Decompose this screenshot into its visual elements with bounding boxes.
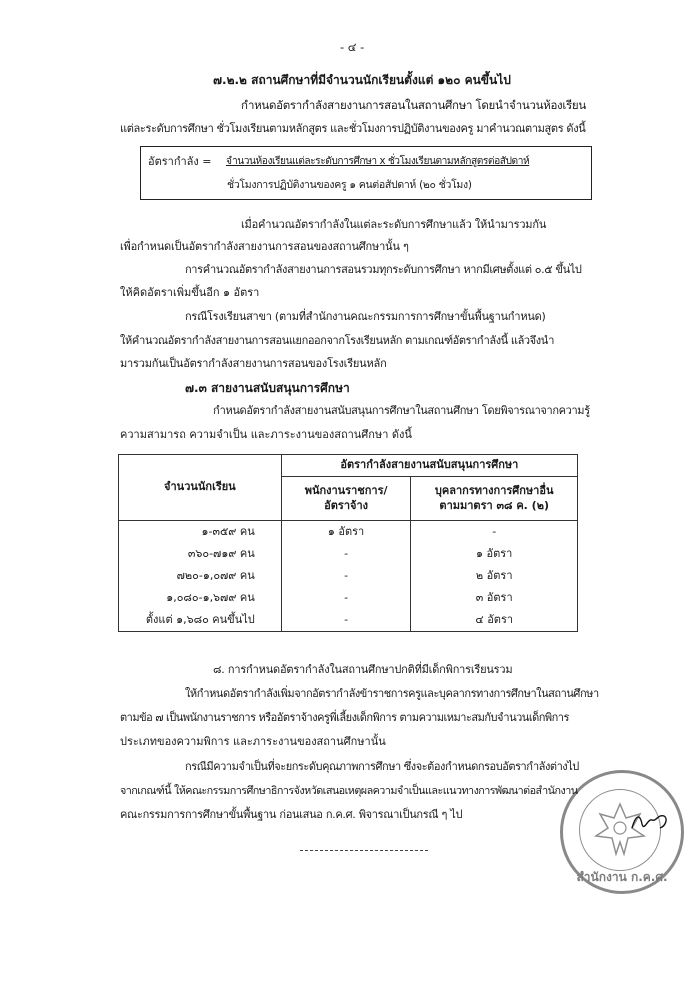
section-8-para-line2: ตามข้อ ๗ เป็นพนักงานราชการ หรืออัตราจ้างครูพี่เลี้ยงเด็กพิการ ตามความเหมาะสมกับจำนวนเด็กพิการ (120, 711, 569, 724)
section-722-para-line1: กำหนดอัตรากำลังสายงานการสอนในสถานศึกษา โดยนำจำนวนห้องเรียน (241, 98, 586, 112)
paragraph-2-line2: ให้คิดอัตราเพิ่มขึ้นอีก ๑ อัตรา (120, 286, 260, 299)
cell-other: ๔ อัตรา (411, 609, 578, 632)
paragraph-3-line3: มารวมกันเป็นอัตรากำลังสายงานการสอนของโรงเรียนหลัก (120, 357, 387, 370)
section-8-heading: ๘. การกำหนดอัตรากำลังในสถานศึกษาปกติที่มีเด็กพิการเรียนรวม (213, 663, 513, 676)
cell-other: ๒ อัตรา (411, 565, 578, 587)
closing-line1: กรณีมีความจำเป็นที่จะยกระดับคุณภาพการศึกษา ซึ่งจะต้องกำหนดกรอบอัตรากำลังต่างไป (185, 760, 579, 773)
cell-students: ๓๖๐-๗๑๙ คน (119, 543, 282, 565)
cell-staff: - (281, 609, 411, 632)
cell-students: ๑-๓๕๙ คน (119, 521, 282, 544)
formula-prefix: อัตรากำลัง = (148, 155, 212, 168)
page-number: - ๔ - (340, 40, 365, 54)
group-header-support-staff: อัตรากำลังสายงานสนับสนุนการศึกษา (281, 455, 577, 477)
cell-other: - (411, 521, 578, 544)
cell-other: ๑ อัตรา (411, 543, 578, 565)
section-8-para-line1: ให้กำหนดอัตรากำลังเพิ่มจากอัตรากำลังข้าราชการครูและบุคลากรทางการศึกษาในสถานศึกษา (185, 687, 599, 700)
table-row (119, 587, 578, 609)
table-row (119, 543, 578, 565)
table-row (119, 609, 578, 632)
handwritten-signature (630, 810, 670, 834)
formula-numerator: จำนวนห้องเรียนแต่ละระดับการศึกษา x ชั่วโมงเรียนตามหลักสูตรต่อสัปดาห์ (226, 156, 530, 167)
closing-line2: จากเกณฑ์นี้ ให้คณะกรรมการศึกษาธิการจังหวัดเสนอเหตุผลความจำเป็นและแนวทางการพัฒนาต่อสำนักงาน (120, 784, 578, 797)
section-722-heading: ๗.๒.๒ สถานศึกษาที่มีจำนวนนักเรียนตั้งแต่ ๑๒๐ คนขึ้นไป (213, 73, 511, 87)
cell-staff: ๑ อัตรา (281, 521, 411, 544)
cell-staff: - (281, 587, 411, 609)
table-row (119, 565, 578, 587)
paragraph-2-line1: การคำนวณอัตรากำลังสายงานการสอนรวมทุกระดับการศึกษา หากมีเศษตั้งแต่ ๐.๕ ขึ้นไป (185, 263, 582, 276)
section-73-para-line2: ความสามารถ ความจำเป็น และภาระงานของสถานศึกษา ดังนี้ (120, 428, 412, 441)
cell-staff: - (281, 565, 411, 587)
closing-line3: คณะกรรมการการศึกษาขั้นพื้นฐาน ก่อนเสนอ ก.ค.ศ. พิจารณาเป็นกรณี ๆ ไป (120, 808, 463, 821)
paragraph-1-line2: เพื่อกำหนดเป็นอัตรากำลังสายงานการสอนของสถานศึกษานั้น ๆ (120, 240, 409, 253)
col-header-government-employee: พนักงานราชการ/ อัตราจ้าง (281, 477, 411, 521)
section-8-para-line3: ประเภทของความพิการ และภาระงานของสถานศึกษานั้น (120, 735, 386, 748)
paragraph-3-line2: ให้คำนวณอัตรากำลังสายงานการสอนแยกออกจากโรงเรียนหลัก ตามเกณฑ์อัตรากำลังนี้ แล้วจึงนำ (120, 334, 554, 347)
seal-text: สำนักงาน ก.ค.ศ. (576, 869, 668, 884)
section-722-para-line2: แต่ละระดับการศึกษา ชั่วโมงเรียนตามหลักสูตร และชั่วโมงการปฏิบัติงานของครู มาคำนวณตามสูตร ดังนี้ (120, 122, 586, 135)
paragraph-1-line1: เมื่อคำนวณอัตรากำลังในแต่ละระดับการศึกษาแล้ว ให้นำมารวมกัน (241, 218, 547, 231)
end-divider (300, 850, 428, 851)
support-staff-table (118, 454, 578, 632)
formula-denominator: ชั่วโมงการปฏิบัติงานของครู ๑ คนต่อสัปดาห์ (๒๐ ชั่วโมง) (227, 179, 472, 191)
col-header-students: จำนวนนักเรียน (119, 455, 282, 521)
paragraph-3-line1: กรณีโรงเรียนสาขา (ตามที่สำนักงานคณะกรรมการการศึกษาขั้นพื้นฐานกำหนด) (185, 310, 546, 323)
section-73-para-line1: กำหนดอัตรากำลังสายงานสนับสนุนการศึกษาในสถานศึกษา โดยพิจารณาจากความรู้ (213, 404, 590, 417)
cell-other: ๓ อัตรา (411, 587, 578, 609)
cell-staff: - (281, 543, 411, 565)
col-header-other-personnel: บุคลากรทางการศึกษาอื่น ตามมาตรา ๓๘ ค. (๒) (411, 477, 578, 521)
cell-students: ตั้งแต่ ๑,๖๘๐ คนขึ้นไป (119, 609, 282, 632)
cell-students: ๑,๐๘๐-๑,๖๗๙ คน (119, 587, 282, 609)
table-row (119, 521, 578, 544)
section-73-heading: ๗.๓ สายงานสนับสนุนการศึกษา (185, 381, 350, 395)
cell-students: ๗๒๐-๑,๐๗๙ คน (119, 565, 282, 587)
